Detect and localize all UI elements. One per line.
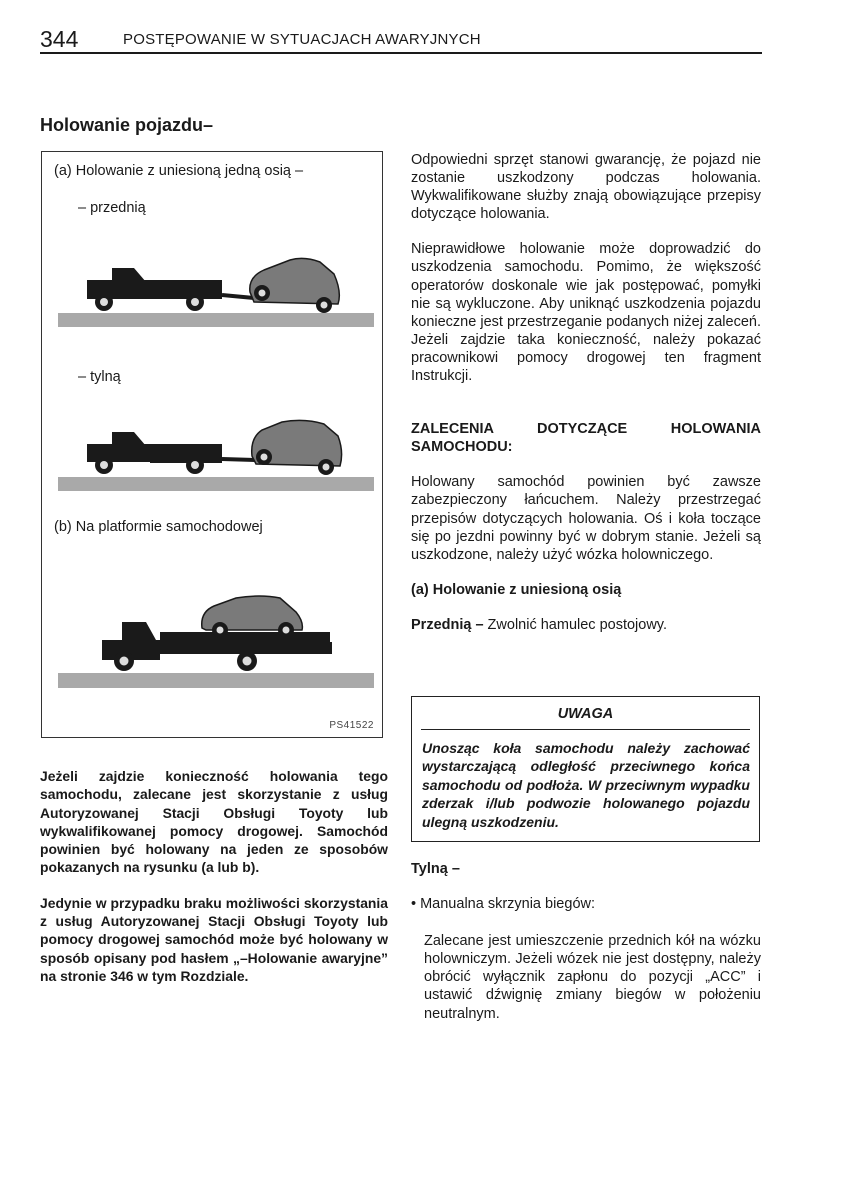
scene-rear-lift: [58, 420, 374, 491]
front-label: Przednią –: [411, 616, 484, 633]
rear-section: [411, 860, 761, 1023]
scene-front-lift: [58, 258, 374, 327]
rear-text: Zalecane jest umieszczenie przednich kół na wózku holowniczym. Jeżeli wózek nie jest dostępny, należy obrócić wyłącznik zapłonu do pozycji „ACC” i ustawić dźwignię zmiany biegów w położeniu neutralnym.: [424, 933, 761, 1022]
right-column: [411, 151, 761, 651]
figure-label-front: – przednią: [78, 200, 146, 216]
left-paragraph-2: Jedynie w przypadku braku możliwości skorzystania z usług Autoryzowanej Stacji Obsługi Toyoty lub pomocy drogowej samochód może być holowany w sposób opisany pod hasłem „–Holowanie awaryjne” na stronie 346 w tym Rozdziale.: [40, 894, 388, 984]
front-text: Zwolnić hamulec postojowy.: [483, 616, 668, 633]
warning-box: [411, 696, 760, 842]
rear-bullet: • Manualna skrzynia biegów:: [411, 896, 596, 913]
page-number: 344: [40, 26, 79, 52]
right-paragraph-2: Nieprawidłowe holowanie może doprowadzić do uszkodzenia samochodu. Pomimo, że większość operatorów doskonale wie jak postępować, pomyłki nie są wykluczone. Aby uniknąć uszkodzenia pojazdu konieczne jest przestrzeganie podanych niżej zaleceń. Jeżeli zajdzie taka konieczność, należy pokazać pracownikowi pomocy drogowej ten fragment Instrukcji.: [411, 241, 761, 385]
header-divider: [40, 52, 762, 54]
figure-label-a: (a) Holowanie z uniesioną jedną osią –: [54, 163, 304, 179]
page-header: [40, 26, 760, 54]
subheading-a: (a) Holowanie z uniesioną osią: [411, 581, 622, 598]
chapter-title: POSTĘPOWANIE W SYTUACJACH AWARYJNYCH: [123, 31, 481, 48]
scene-flatbed: [58, 596, 374, 688]
warning-body: Unosząc koła samochodu należy zachować wystarczającą odległość przeciwnego końca samochodu od podłoża. W przeciwnym wypadku zderzak i/lub podwozie holowanego pojazdu ulegną uszkodzeniu.: [422, 740, 750, 830]
figure-label-b: (b) Na platformie samochodowej: [54, 519, 263, 535]
towing-figure: [41, 151, 383, 738]
right-paragraph-1: Odpowiedni sprzęt stanowi gwarancję, że pojazd nie zostanie uszkodzony podczas holowania. Wykwalifikowane służby znają obowiązujące przepisy dotyczące holowania.: [411, 152, 761, 223]
rear-label: Tylną –: [411, 861, 460, 877]
warning-divider: [421, 729, 750, 730]
towing-illustrations: [42, 152, 382, 737]
left-column: [40, 767, 388, 1002]
section-title: Holowanie pojazdu–: [40, 115, 214, 135]
figure-code: PS41522: [329, 720, 374, 731]
right-paragraph-3: Holowany samochód powinien być zawsze zabezpieczony łańcuchem. Należy przestrzegać przepisów dotyczących holowania. Oś i koła toczące się po jezdni powinny być w dobrym stanie. Jeżeli są uszkodzone, należy użyć wózka holowniczego.: [411, 474, 761, 563]
left-paragraph-1: Jeżeli zajdzie konieczność holowania tego samochodu, zalecane jest skorzystanie z usług Autoryzowanej Stacji Obsługi Toyoty lub wykwalifikowanej pomocy drogowej. Samochód powinien być holowany na jeden ze sposobów pokazanych na rysunku (a lub b).: [40, 768, 388, 876]
warning-title: UWAGA: [557, 706, 614, 722]
recommendations-heading: ZALECENIA DOTYCZĄCE HOLOWANIA SAMOCHODU:: [411, 421, 761, 456]
figure-label-rear: – tylną: [78, 369, 121, 385]
front-instruction: [411, 616, 761, 634]
